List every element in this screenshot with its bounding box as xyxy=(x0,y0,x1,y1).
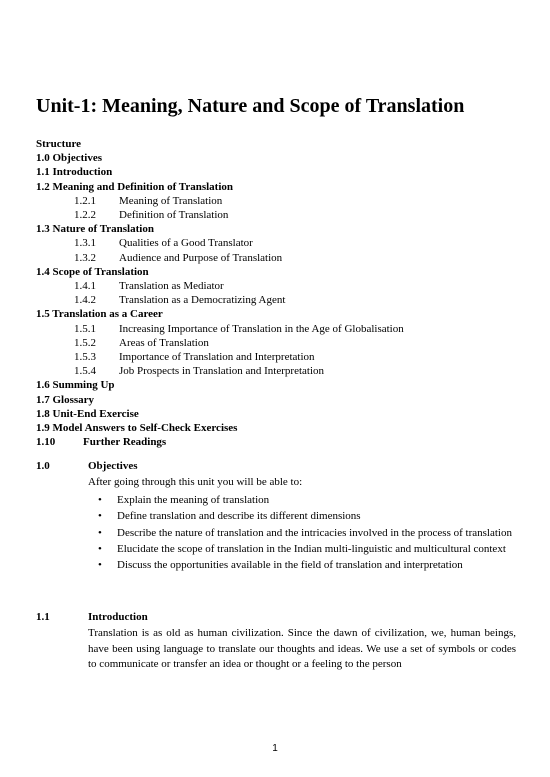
toc-entry-text: 1.1 Introduction xyxy=(36,166,113,179)
section-heading-objectives xyxy=(36,460,137,472)
toc-entry-text: Job Prospects in Translation and Interpretation xyxy=(119,365,325,378)
section-heading-introduction xyxy=(36,611,148,623)
toc-subsection-entry xyxy=(36,364,404,378)
toc-entry-number: 1.4.1 xyxy=(74,280,96,293)
toc-entry-text: 1.0 Objectives xyxy=(36,152,102,165)
introduction-paragraph: Translation is as old as human civilization. Since the dawn of civilization, we, human beings, have been using language to translate our thoughts and ideas. We use a set of symbols or codes to communicate or transfer an idea or thought or a feeling to the person xyxy=(88,627,516,671)
toc-section-entry xyxy=(36,151,404,165)
toc-subsection-entry xyxy=(36,208,404,222)
toc-entry-text: Increasing Importance of Translation in the Age of Globalisation xyxy=(119,322,404,335)
toc-entry-number: 1.5.2 xyxy=(74,336,96,349)
toc-entry-text: Audience and Purpose of Translation xyxy=(119,251,283,264)
toc-entry-number: 1.3.1 xyxy=(74,237,96,250)
toc-section-entry xyxy=(36,435,404,449)
objective-item xyxy=(88,493,516,509)
toc-subsection-entry xyxy=(36,251,404,265)
toc-entry-text: Importance of Translation and Interpretation xyxy=(119,351,315,364)
toc-entry-number: 1.3.2 xyxy=(74,251,96,264)
toc-section-entry xyxy=(36,165,404,179)
toc-section-entry xyxy=(36,307,404,321)
toc-subsection-entry xyxy=(36,322,404,336)
toc-entry-number: 1.5.1 xyxy=(74,322,96,335)
objective-text: Discuss the opportunities available in the field of translation and interpretation xyxy=(117,559,463,572)
toc-entry-text: Qualities of a Good Translator xyxy=(119,237,253,250)
toc-section-entry xyxy=(36,393,404,407)
objectives-intro: After going through this unit you will be able to: xyxy=(88,476,303,488)
objective-text: Describe the nature of translation and the intricacies involved in the process of translation xyxy=(117,526,512,539)
toc-entry-number: 1.2.2 xyxy=(74,209,96,222)
bullet-icon: • xyxy=(98,542,102,555)
section-number: 1.1 xyxy=(36,611,50,623)
toc-entry-text: Definition of Translation xyxy=(119,209,229,222)
section-title: Introduction xyxy=(88,611,148,623)
objective-item xyxy=(88,526,516,542)
bullet-icon: • xyxy=(98,559,102,572)
toc-entry-text: 1.8 Unit-End Exercise xyxy=(36,407,139,420)
table-of-contents xyxy=(36,137,404,449)
toc-subsection-entry xyxy=(36,194,404,208)
objective-text: Elucidate the scope of translation in the Indian multi-linguistic and multicultural context xyxy=(117,542,506,555)
toc-entry-text: Meaning of Translation xyxy=(119,194,223,207)
toc-entry-number: 1.4.2 xyxy=(74,294,96,307)
toc-entry-text: Areas of Translation xyxy=(119,336,209,349)
toc-section-entry xyxy=(36,222,404,236)
bullet-icon: • xyxy=(98,510,102,523)
toc-section-entry xyxy=(36,378,404,392)
section-title: Objectives xyxy=(88,460,138,472)
toc-subsection-entry xyxy=(36,293,404,307)
toc-entry-text: 1.7 Glossary xyxy=(36,393,95,406)
unit-title: Unit-1: Meaning, Nature and Scope of Translation xyxy=(36,95,465,117)
toc-section-entry xyxy=(36,407,404,421)
toc-subsection-entry xyxy=(36,350,404,364)
page-number: 1 xyxy=(272,743,278,754)
toc-entry-text: 1.6 Summing Up xyxy=(36,379,115,392)
objective-text: Explain the meaning of translation xyxy=(117,494,270,506)
toc-entry-text: 1.9 Model Answers to Self-Check Exercises xyxy=(36,422,238,435)
objectives-list xyxy=(88,493,516,574)
toc-entry-number: 1.10 xyxy=(36,436,56,449)
toc-entry-number: 1.5.4 xyxy=(74,365,96,378)
toc-subsection-entry xyxy=(36,279,404,293)
toc-entry-text: 1.3 Nature of Translation xyxy=(36,223,154,236)
toc-heading: Structure xyxy=(36,138,82,150)
toc-subsection-entry xyxy=(36,236,404,250)
toc-entry-text: Translation as Mediator xyxy=(119,280,224,293)
toc-entry-text: 1.5 Translation as a Career xyxy=(36,308,163,321)
objective-item xyxy=(88,509,516,525)
toc-section-entry xyxy=(36,265,404,279)
objective-item xyxy=(88,558,516,574)
section-number: 1.0 xyxy=(36,460,50,472)
objective-item xyxy=(88,542,516,558)
toc-entry-number: 1.5.3 xyxy=(74,351,96,364)
objective-text: Define translation and describe its different dimensions xyxy=(117,510,361,523)
toc-section-entry xyxy=(36,180,404,194)
toc-entry-text: Further Readings xyxy=(83,436,167,449)
toc-entry-text: 1.2 Meaning and Definition of Translation xyxy=(36,180,234,193)
toc-entries xyxy=(36,151,404,449)
toc-subsection-entry xyxy=(36,336,404,350)
toc-entry-text: Translation as a Democratizing Agent xyxy=(119,294,286,307)
toc-section-entry xyxy=(36,421,404,435)
bullet-icon: • xyxy=(98,526,102,539)
toc-entry-number: 1.2.1 xyxy=(74,194,96,207)
bullet-icon: • xyxy=(98,494,102,506)
toc-entry-text: 1.4 Scope of Translation xyxy=(36,265,149,278)
